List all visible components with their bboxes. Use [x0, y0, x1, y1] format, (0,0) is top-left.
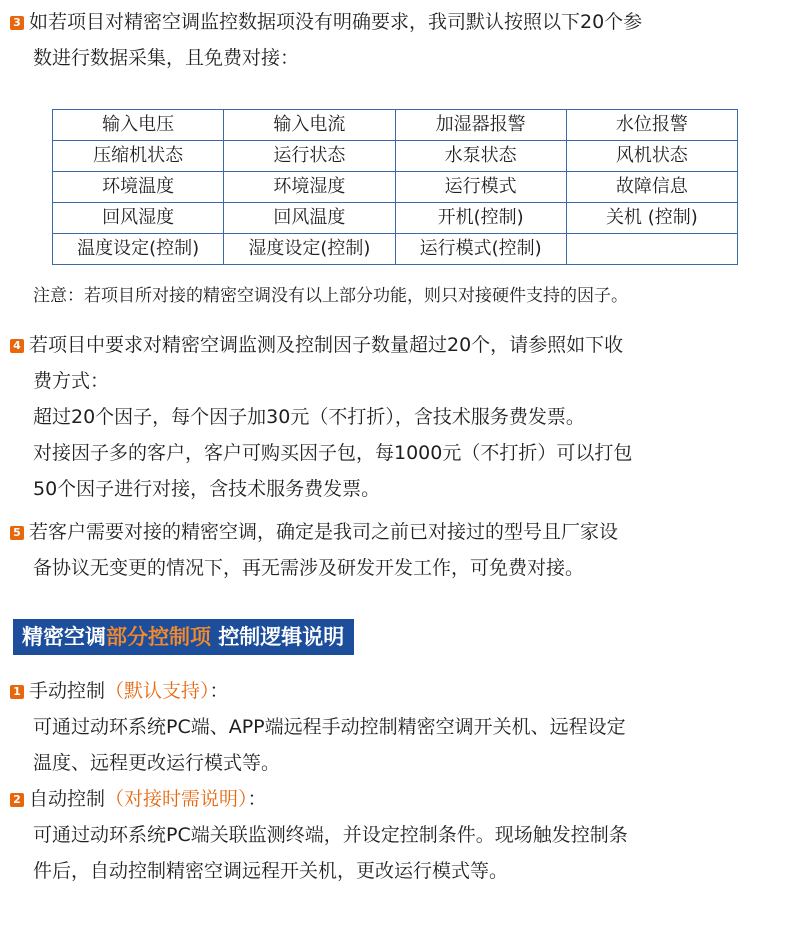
number-badge: 4 [10, 339, 24, 353]
auto-control-line-2: 件后，自动控制精密空调远程开关机，更改运行模式等。 [33, 860, 509, 882]
table-cell: 风机状态 [566, 141, 737, 172]
table-cell [566, 234, 737, 265]
table-cell: 加湿器报警 [395, 110, 566, 141]
section-banner [13, 619, 354, 655]
manual-control-note: （默认支持） [105, 680, 210, 702]
table-cell: 湿度设定(控制) [224, 234, 395, 265]
table-cell: 温度设定(控制) [53, 234, 224, 265]
number-badge: 3 [10, 16, 24, 30]
section-free-line-1 [10, 514, 780, 550]
banner-highlight: 部分控制项 [106, 625, 211, 649]
table-cell: 水位报警 [566, 110, 737, 141]
section-free-text-1: 若客户需要对接的精密空调，确定是我司之前已对接过的型号且厂家设 [29, 521, 619, 543]
manual-control-heading [10, 673, 780, 709]
table-row [53, 172, 738, 203]
table-cell: 运行模式 [395, 172, 566, 203]
table-cell: 水泵状态 [395, 141, 566, 172]
table-cell: 开机(控制) [395, 203, 566, 234]
manual-control-colon: ： [209, 680, 229, 702]
section-pricing-text-1: 若项目中要求对精密空调监测及控制因子数量超过20个，请参照如下收 [29, 334, 624, 356]
section-pricing-line-3: 超过20个因子，每个因子加30元（不打折），含技术服务费发票。 [33, 406, 585, 428]
table-row [53, 203, 738, 234]
table-note: 注意：若项目所对接的精密空调没有以上部分功能，则只对接硬件支持的因子。 [33, 286, 628, 306]
table-row [53, 110, 738, 141]
table-cell: 故障信息 [566, 172, 737, 203]
section-defaults [10, 4, 780, 76]
section-defaults-line-1 [10, 4, 780, 40]
number-badge: 1 [10, 685, 24, 699]
section-pricing [10, 327, 780, 507]
table-cell: 输入电压 [53, 110, 224, 141]
table-cell: 关机 (控制) [566, 203, 737, 234]
section-pricing-line-5: 50个因子进行对接，含技术服务费发票。 [33, 478, 381, 500]
table-cell: 输入电流 [224, 110, 395, 141]
table-cell: 环境温度 [53, 172, 224, 203]
number-badge: 2 [10, 793, 24, 807]
table-cell: 回风温度 [224, 203, 395, 234]
auto-control-heading [10, 781, 780, 817]
section-free-line-2: 备协议无变更的情况下，再无需涉及研发开发工作，可免费对接。 [33, 557, 585, 579]
table-cell: 运行状态 [224, 141, 395, 172]
table-cell: 压缩机状态 [53, 141, 224, 172]
table-cell: 回风湿度 [53, 203, 224, 234]
manual-control-line-2: 温度、远程更改运行模式等。 [33, 752, 281, 774]
section-pricing-line-2: 费方式： [33, 370, 110, 392]
section-pricing-line-4: 对接因子多的客户，客户可购买因子包，每1000元（不打折）可以打包 [33, 442, 633, 464]
data-items-table [52, 109, 738, 265]
auto-control-title: 自动控制 [29, 788, 106, 810]
section-pricing-line-1 [10, 327, 780, 363]
number-badge: 5 [10, 526, 24, 540]
manual-control-line-1: 可通过动环系统PC端、APP端远程手动控制精密空调开关机、远程设定 [33, 716, 626, 738]
table-cell: 运行模式(控制) [395, 234, 566, 265]
auto-control-note: （对接时需说明） [105, 788, 248, 810]
table-row [53, 234, 738, 265]
manual-control-title: 手动控制 [29, 680, 106, 702]
section-defaults-line-2: 数进行数据采集，且免费对接： [33, 47, 300, 69]
manual-control-section [10, 673, 780, 781]
table-row [53, 141, 738, 172]
table-cell: 环境湿度 [224, 172, 395, 203]
auto-control-section [10, 781, 780, 889]
auto-control-colon: ： [247, 788, 267, 810]
banner-prefix: 精密空调 [22, 625, 106, 649]
section-free [10, 514, 780, 586]
banner-suffix: 控制逻辑说明 [218, 625, 345, 649]
auto-control-line-1: 可通过动环系统PC端关联监测终端，并设定控制条件。现场触发控制条 [33, 824, 628, 846]
section-defaults-text-1: 如若项目对精密空调监控数据项没有明确要求，我司默认按照以下20个参 [29, 11, 643, 33]
